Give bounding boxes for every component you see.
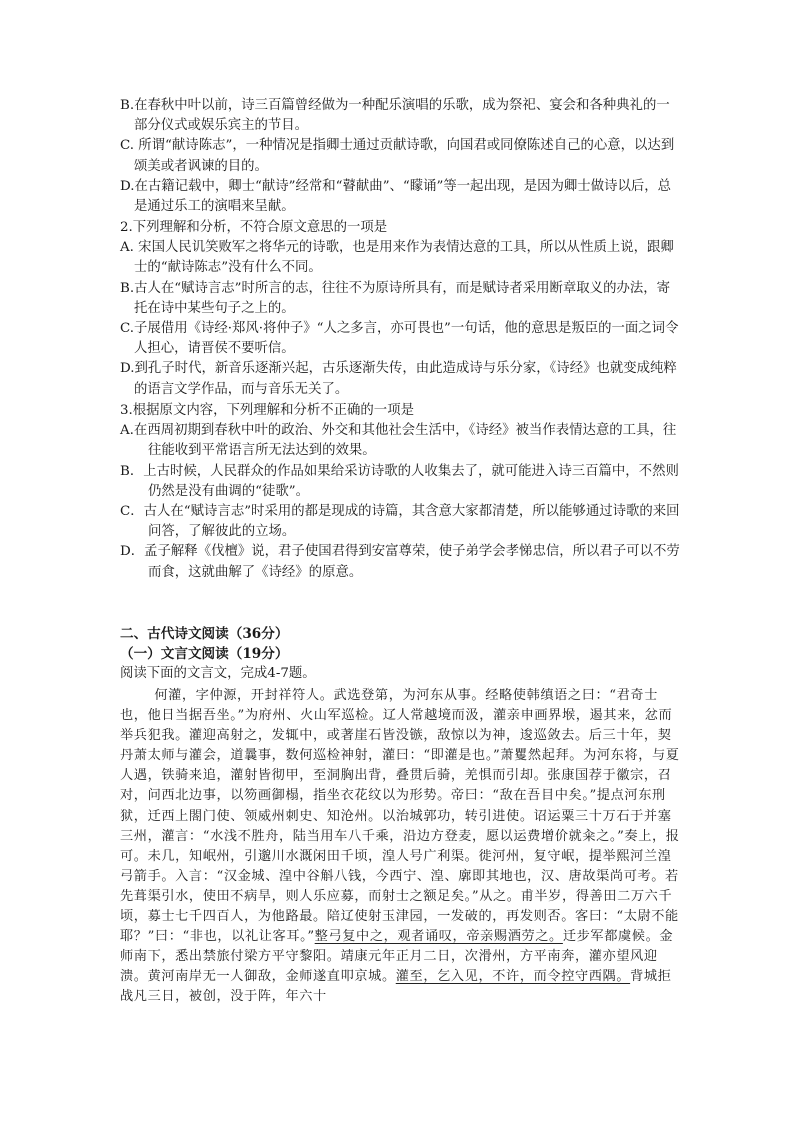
classical-passage: [120, 686, 682, 1008]
passage-text-1: 何灌，字仲源，开封祥符人。武选登第，为河东从事。经略使韩缜语之曰：“君奇士也，他日当据吾坐。”为府州、火山军巡检。辽人常越境而汲，灌亲申画界堠，遏其来，忿而举兵犯我。灌迎高射之，发辄中，或著崖石皆没镞，敌惊以为神，逡巡敛去。后三十年，契丹萧太师与灌会，道曩事，数何巡检神射，灌曰：“即灌是也。”萧矍然起拜。为河东将，与夏人遇，铁骑来追，灌射皆彻甲，至洞胸出背，叠贯后骑，羌惧而引却。张康国荐于徽宗，召对，问西北边事，以笏画御榻，指坐衣花纹以为形势。帝曰：“敌在吾目中矣。”提点河东刑狱，迁西上閤门使、领威州刺史、知沧州。以治城郭功，转引进使。诏运粟三十万石于并塞三州，灌言：“水浅不胜舟，陆当用车八千乘，沿边方登麦，愿以运费增价就籴之。”奏上，报可。未几，知岷州，引邈川水溉闲田千顷，湟人号广利渠。徙河州，复守岷，提举熙河兰湟弓箭手。入言：“汉金城、湟中谷斛八钱，今西宁、湟、廓即其地也，汉、唐故渠尚可考。若先葺渠引水，使田不病旱，则人乐应募，而射士之额足矣。”从之。甫半岁，得善田二万六千顷，募士七千四百人，为他路最。陪辽使射玉津园，一发破的，再发则否。客曰：“太尉不能耶？”曰：“非也，以礼让客耳。”: [120, 688, 680, 945]
q3-option-c: C．古人在“赋诗言志”时采用的都是现成的诗篇，其含意大家都清楚，所以能够通过诗歌的来回问答，了解彼此的立场。: [120, 504, 680, 540]
section-title: 二、古代诗文阅读（36分）: [120, 626, 289, 642]
q2-option-a: A. 宋国人民讥笑败军之将华元的诗歌，也是用来作为表情达意的工具，所以从性质上说，跟卿士的“献诗陈志”没有什么不同。: [120, 240, 674, 276]
q1-option-c: C. 所谓“献诗陈志”，一种情况是指卿士通过贡献诗歌，向国君或同僚陈述自己的心意，以达到颂美或者讽谏的目的。: [120, 138, 675, 174]
passage-underline-1: 整弓复中之，观者诵叹，帝亲赐酒劳之。: [314, 929, 563, 945]
q2-stem: 2.下列理解和分析，不符合原文意思的一项是: [120, 220, 388, 235]
section-instruction: 阅读下面的文言文，完成4-7题。: [120, 666, 316, 682]
section-header: [120, 624, 680, 685]
q3-stem: 3.根据原文内容，下列理解和分析不正确的一项是: [120, 403, 414, 418]
question-2: [120, 218, 680, 400]
q2-option-c: C.子展借用《诗经·郑风·将仲子》“人之多言，亦可畏也”一句话，他的意思是叛臣的一面之词令人担心，请晋侯不要听信。: [120, 321, 679, 357]
q3-option-b: B．上古时候，人民群众的作品如果给采访诗歌的人收集去了，就可能进入诗三百篇中，不然则仍然是没有曲调的“徒歌”。: [120, 463, 679, 499]
question-3: [120, 401, 680, 583]
passage-text-2: 迁步军都虞候。金师南下，悉出禁旅付梁方平守黎阳。靖康元年正月二日，次滑州，方平南奔，灌亦望风迎溃。黄河南岸无一人御敌，金师遂直叩京城。: [120, 929, 674, 985]
q2-option-d: D.到孔子时代，新音乐逐渐兴起，古乐逐渐失传，由此造成诗与乐分家，《诗经》也就变成纯粹的语言文学作品，而与音乐无关了。: [120, 361, 677, 397]
passage-text-3: 背城拒战凡三日，被创，没于阵，年六十: [120, 969, 672, 1005]
section-subtitle: （一）文言文阅读（19分）: [120, 646, 289, 663]
question-1-options: [120, 96, 680, 217]
q3-option-a: A.在西周初期到春秋中叶的政治、外交和其他社会生活中，《诗经》被当作表情达意的工具，往往能收到平常语言所无法达到的效果。: [120, 423, 677, 459]
passage-underline-2: 灌至，乞入见，不许，而令控守西隅。: [395, 969, 631, 985]
q2-option-b: B.古人在“赋诗言志”时所言的志，往往不为原诗所具有，而是赋诗者采用断章取义的办法，寄托在诗中某些句子之上的。: [120, 280, 671, 316]
q1-option-b: B.在春秋中叶以前，诗三百篇曾经做为一种配乐演唱的乐歌，成为祭祀、宴会和各种典礼的一部分仪式或娱乐宾主的节目。: [120, 98, 670, 134]
q3-option-d: D．孟子解释《伐檀》说，君子使国君得到安富尊荣，使子弟学会孝悌忠信，所以君子可以不劳而食，这就曲解了《诗经》的原意。: [120, 544, 680, 580]
q1-option-d: D.在古籍记载中，卿士“献诗”经常和“瞽献曲”、“矇诵”等一起出现，是因为卿士做诗以后，总是通过乐工的演唱来呈献。: [120, 178, 672, 215]
